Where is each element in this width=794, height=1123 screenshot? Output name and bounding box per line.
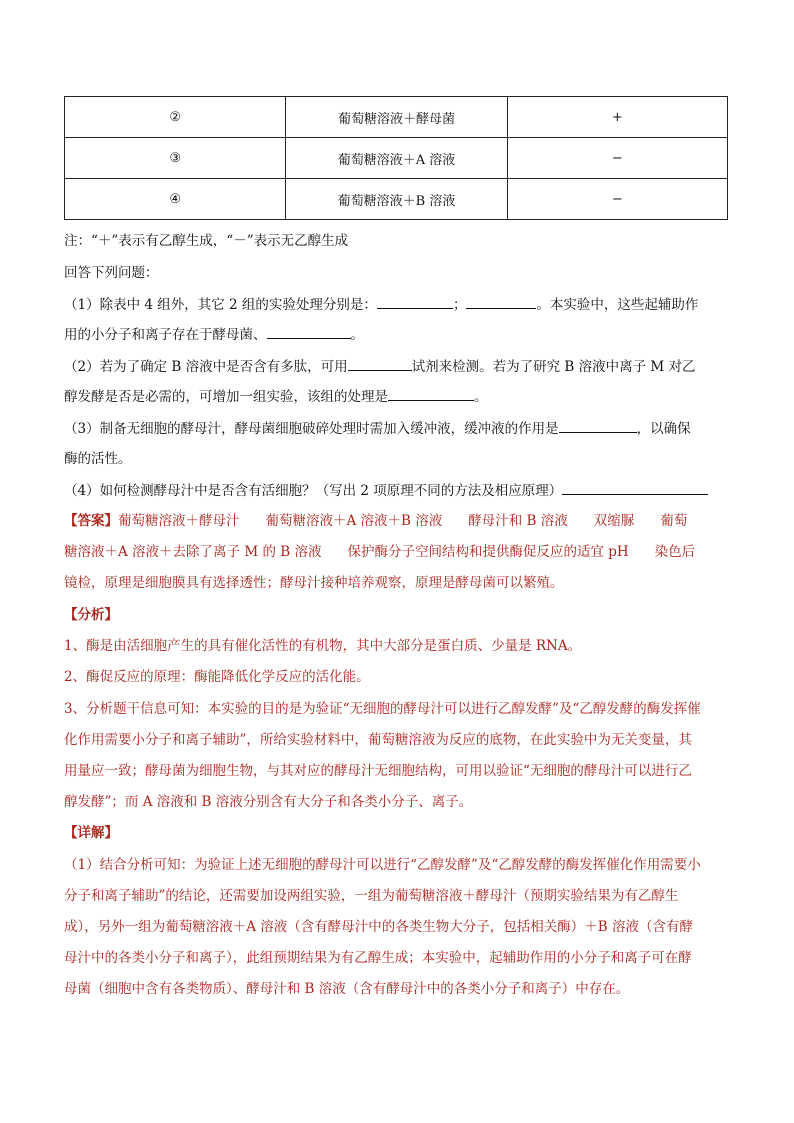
q1-text-b: 。本实验中，这些起辅助作 [536,297,699,313]
answer-line-1 [64,506,730,536]
answer-item: 酵母汁和 B 溶液 [468,513,568,529]
question-3-line-2: 酶的活性。 [64,451,132,467]
q2-text-a: （2）若为了确定 B 溶液中是否含有多肽，可用 [64,359,348,375]
answer-line-2 [64,537,730,567]
q1-sep: ； [452,297,467,313]
group-number: ③ [65,138,286,179]
answer-blank[interactable] [562,479,708,495]
analysis-label: 【分析】 [64,607,118,623]
question-1-line-1 [64,290,730,320]
result: − [507,138,727,179]
q1-text-a: （1）除表中 4 组外，其它 2 组的实验处理分别是： [64,297,377,313]
detail-label: 【详解】 [64,825,118,841]
result: − [507,179,727,220]
detail-line: 母菌（细胞中含有各类物质）、酵母汁和 B 溶液（含有酵母汁中的各类小分子和离子）中存在。 [64,981,630,997]
question-2-line-1 [64,352,730,382]
result: + [507,97,727,138]
analysis-line: 醇发酵”；而 A 溶液和 B 溶液分别含有大分子和各类小分子、离子。 [64,794,473,810]
group-number: ② [65,97,286,138]
q1-text-d: 。 [350,327,364,343]
detail-line: 分子和离子辅助”的结论，还需要加设两组实验，一组为葡萄糖溶液＋酵母汁（预期实验结果为有乙醇生 [64,888,679,904]
analysis-line: 3、分析题干信息可知：本实验的目的是为验证“无细胞的酵母汁可以进行乙醇发酵”及“乙醇发酵的酶发挥催 [64,701,701,717]
detail-line: 母汁中的各类小分子和离子），此组预期结果为有乙醇生成；本实验中，起辅助作用的小分子和离子可在酵 [64,950,692,966]
detail-line: 成），另外一组为葡萄糖溶液＋A 溶液（含有酵母汁中的各类生物大分子，包括相关酶）＋B 溶液（含有酵 [64,919,694,935]
treatment: 葡萄糖溶液＋B 溶液 [286,179,507,220]
q4-text: （4）如何检测酵母汁中是否含有活细胞？（写出 2 项原理不同的方法及相应原理） [64,483,563,499]
experiment-table [64,96,728,220]
group-number: ④ [65,179,286,220]
treatment: 葡萄糖溶液＋A 溶液 [286,138,507,179]
q3-text-a: （3）制备无细胞的酵母汁，酵母菌细胞破碎处理时需加入缓冲液，缓冲液的作用是 [64,421,559,437]
answer-item: 保护酶分子空间结构和提供酶促反应的适宜 pH [347,544,629,560]
answer-item: 染色后 [654,544,696,560]
answer-line-3: 镜检，原理是细胞膜具有选择透性；酵母汁接种培养观察，原理是酵母菌可以繁殖。 [64,575,564,591]
q3-text-b: ，以确保 [636,421,691,437]
q1-text-c: 用的小分子和离子存在于酵母菌、 [64,327,267,343]
answer-blank[interactable] [348,355,412,371]
analysis-line: 化作用需要小分子和离子辅助”，所给实验材料中，葡萄糖溶液为反应的底物，在此实验中为无关变量，其 [64,732,692,748]
answer-blank[interactable] [559,417,637,433]
answer-item: 糖溶液＋A 溶液＋去除了离子 M 的 B 溶液 [64,544,322,560]
answer-item: 葡萄糖溶液＋酵母汁 [118,513,240,529]
detail-line: （1）结合分析可知：为验证上述无细胞的酵母汁可以进行“乙醇发酵”及“乙醇发酵的酶发挥催化作用需要小 [64,857,701,873]
question-4 [64,476,730,506]
q2-text-d: 。 [474,389,488,405]
answer-blank[interactable] [377,293,453,309]
treatment: 葡萄糖溶液＋酵母菌 [286,97,507,138]
answer-blank[interactable] [466,293,536,309]
analysis-line: 用量应一致；酵母菌为细胞生物，与其对应的酵母汁无细胞结构，可用以验证“无细胞的酵母汁可以进行乙 [64,763,692,779]
question-3-line-1 [64,414,730,444]
q2-text-c: 醇发酵是否是必需的，可增加一组实验，该组的处理是 [64,389,388,405]
analysis-line: 2、酶促反应的原理：酶能降低化学反应的活化能。 [64,669,370,685]
question-1-line-2 [64,320,730,350]
answer-item: 葡萄糖溶液＋A 溶液＋B 溶液 [265,513,443,529]
answer-blank[interactable] [388,385,474,401]
table-row [65,179,728,220]
table-row [65,97,728,138]
q2-text-b: 试剂来检测。若为了研究 B 溶液中离子 M 对乙 [411,359,696,375]
analysis-line: 1、酶是由活细胞产生的具有催化活性的有机物，其中大部分是蛋白质、少量是 RNA。 [64,638,582,654]
question-2-line-2 [64,382,730,412]
table-note: 注：“＋”表示有乙醇生成，“－”表示无乙醇生成 [64,233,349,249]
answer-label: 【答案】 [64,513,118,529]
answer-blank[interactable] [267,323,351,339]
prompt: 回答下列问题： [64,265,159,281]
answer-item: 葡萄 [660,513,688,529]
table-row [65,138,728,179]
answer-item: 双缩脲 [593,513,635,529]
